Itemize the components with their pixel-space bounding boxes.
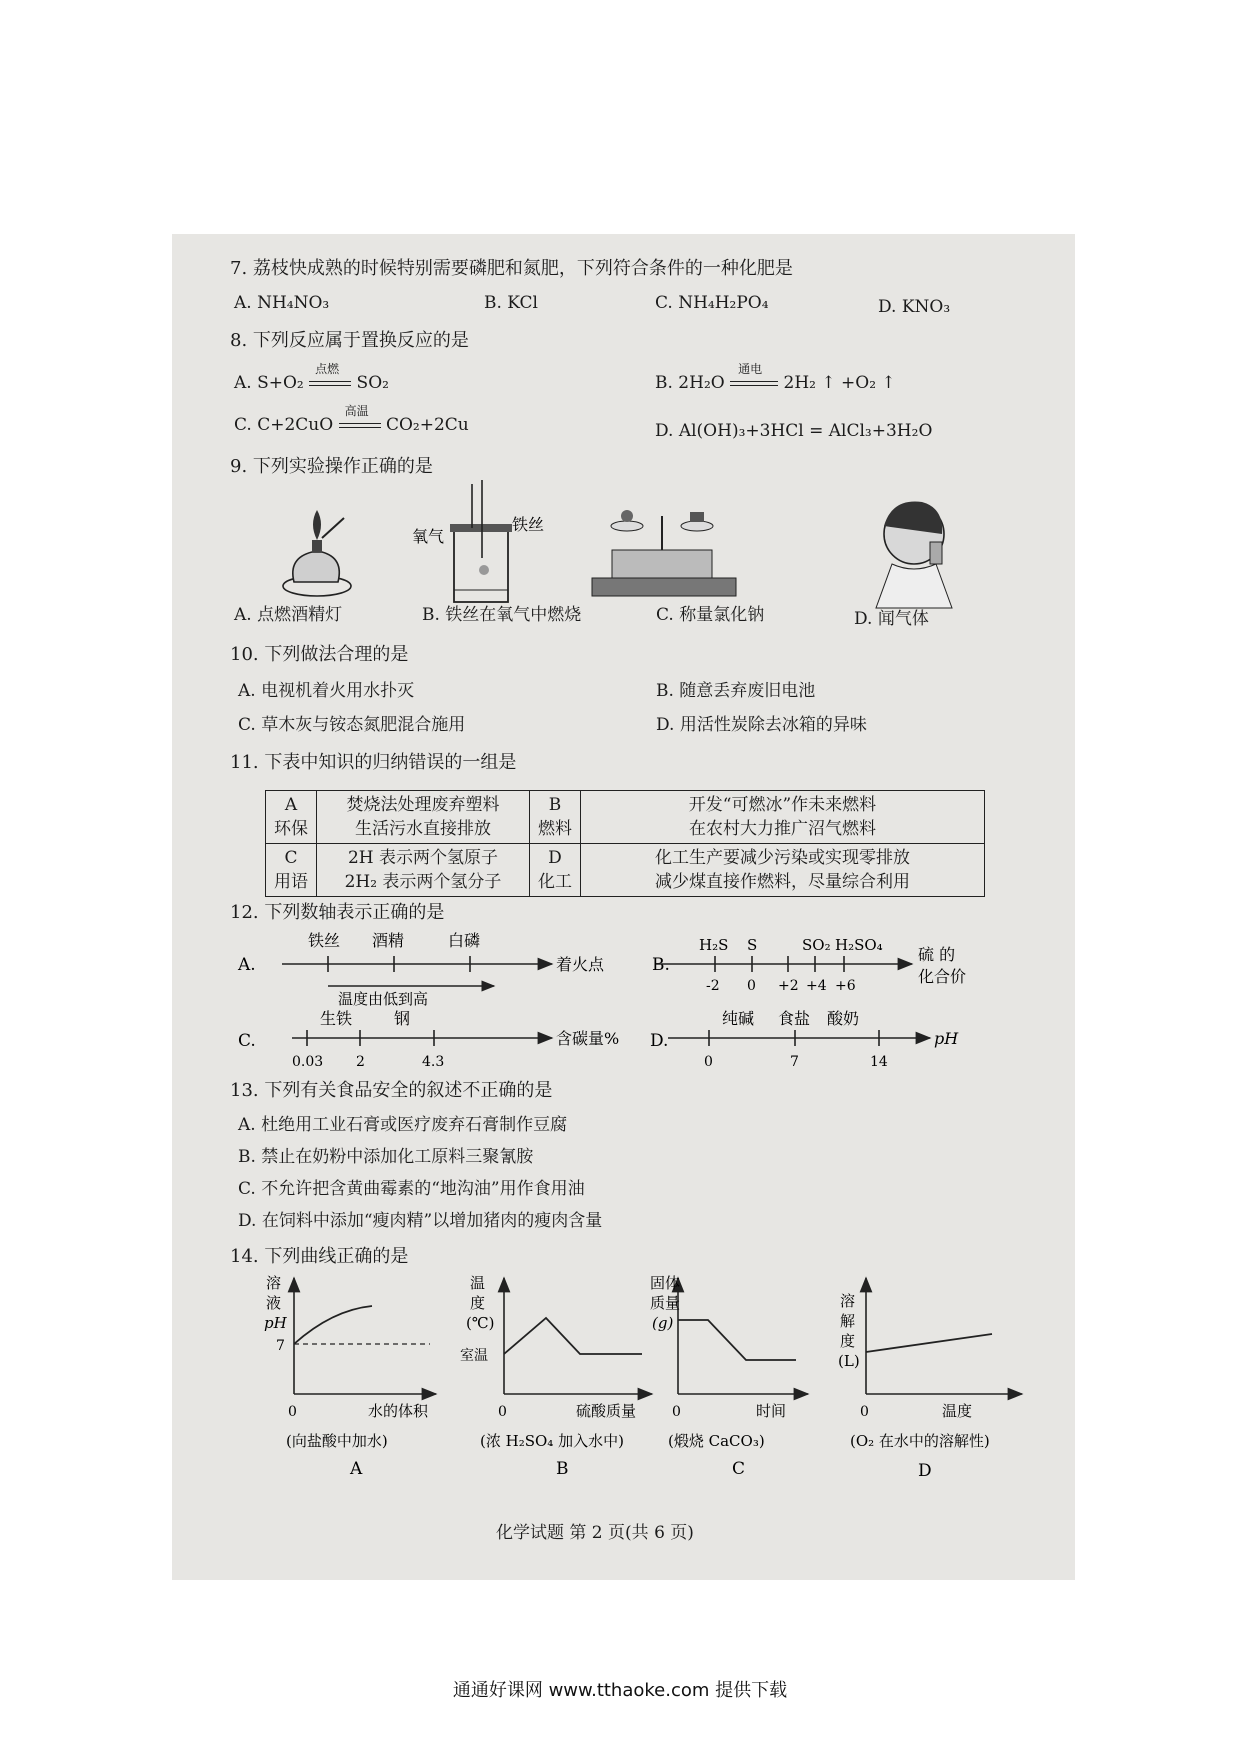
q7-option-d: D. KNO₃: [878, 297, 951, 317]
svg-text:溶: 溶: [840, 1292, 856, 1310]
tick-pos2: +2: [778, 978, 799, 994]
q12-d-letter: D.: [650, 1031, 669, 1051]
cell-b-label: B 燃料: [530, 791, 581, 844]
label-oxygen: 氧气: [412, 527, 445, 546]
tick-0: 0: [747, 978, 756, 994]
q8-option-d: D. Al(OH)₃+3HCl = AlCl₃+3H₂O: [655, 421, 933, 441]
gas-bottle-icon: [450, 480, 512, 602]
q9-option-a: A. 点燃酒精灯: [234, 605, 343, 625]
label-soda: 纯碱: [722, 1009, 755, 1028]
curve-a: [294, 1306, 372, 1344]
svg-text:(g): (g): [652, 1314, 674, 1332]
q13-option-b: B. 禁止在奶粉中添加化工原料三聚氰胺: [238, 1147, 534, 1167]
svg-text:(℃): (℃): [466, 1314, 495, 1332]
q14-graphs: [172, 1270, 1075, 1506]
svg-text:0: 0: [672, 1404, 681, 1420]
curve-d: [866, 1334, 992, 1352]
q7-option-a: A. NH₄NO₃: [234, 293, 330, 313]
svg-text:(O₂ 在水中的溶解性): (O₂ 在水中的溶解性): [850, 1432, 990, 1450]
q14-stem: 14. 下列曲线正确的是: [230, 1246, 409, 1267]
q11-stem: 11. 下表中知识的归纳错误的一组是: [230, 752, 517, 773]
tick-ph-14: 14: [870, 1054, 888, 1070]
svg-text:0: 0: [498, 1404, 507, 1420]
svg-text:温: 温: [470, 1274, 486, 1292]
page-number-label: 化学试题 第 2 页(共 6 页): [496, 1523, 694, 1543]
equation-left: C. C+2CuO: [234, 415, 334, 435]
equation-right: SO₂: [356, 373, 389, 393]
tick-ph-7: 7: [790, 1054, 799, 1070]
axis-sulfur-valence-2: 化合价: [918, 967, 967, 986]
tick-ph-0: 0: [704, 1054, 713, 1070]
label-white-phosphorus: 白磷: [448, 931, 481, 950]
svg-text:(向盐酸中加水): (向盐酸中加水): [286, 1432, 388, 1450]
q12-b-letter: B.: [652, 955, 670, 975]
equation-left: A. S+O₂: [234, 373, 304, 393]
q12-c-letter: C.: [238, 1031, 256, 1051]
q12-a-letter: A.: [238, 955, 256, 975]
svg-text:(浓 H₂SO₄ 加入水中): (浓 H₂SO₄ 加入水中): [480, 1432, 624, 1450]
q10-option-b: B. 随意丢弃废旧电池: [656, 681, 816, 701]
reaction-condition: 点燃: [309, 372, 351, 394]
svg-text:D: D: [918, 1461, 932, 1481]
svg-text:质量: 质量: [650, 1294, 681, 1312]
label-salt: 食盐: [778, 1009, 811, 1028]
q10-option-d: D. 用活性炭除去冰箱的异味: [656, 715, 867, 735]
svg-text:固体: 固体: [650, 1274, 681, 1292]
label-steel: 钢: [394, 1009, 411, 1028]
q7-option-c: C. NH₄H₂PO₄: [655, 293, 769, 313]
svg-text:0: 0: [288, 1404, 297, 1420]
label-yogurt: 酸奶: [827, 1009, 860, 1028]
svg-text:B: B: [556, 1459, 569, 1479]
tick-pos6: +6: [835, 978, 856, 994]
q10-stem: 10. 下列做法合理的是: [230, 644, 409, 665]
tick-4-3: 4.3: [422, 1054, 445, 1070]
knowledge-table: [265, 790, 985, 897]
axis-ph: pH: [934, 1029, 959, 1048]
q9-option-d: D. 闻气体: [854, 609, 929, 629]
graph-a: [264, 1274, 436, 1479]
svg-text:C: C: [732, 1459, 746, 1479]
equation-right: CO₂+2Cu: [385, 415, 469, 435]
alcohol-lamp-icon: [283, 510, 351, 596]
cell-c-content: 2H 表示两个氢原子 2H₂ 表示两个氢分子: [317, 844, 530, 897]
cell-d-label: D 化工: [530, 844, 581, 897]
label-pig-iron: 生铁: [320, 1009, 353, 1028]
graph-b: [460, 1274, 652, 1479]
svg-text:解: 解: [840, 1312, 856, 1330]
svg-text:水的体积: 水的体积: [368, 1402, 429, 1420]
svg-text:溶: 溶: [266, 1274, 282, 1292]
svg-text:(煅烧 CaCO₃): (煅烧 CaCO₃): [668, 1432, 765, 1450]
svg-text:pH: pH: [264, 1314, 287, 1332]
cell-b-content: 开发“可燃冰”作未来燃料 在农村大力推广沼气燃料: [581, 791, 985, 844]
q9-figures: [172, 478, 1075, 610]
q9-option-c: C. 称量氯化钠: [656, 605, 765, 625]
tick-neg2: -2: [706, 978, 720, 994]
tick-2: 2: [356, 1054, 365, 1070]
svg-text:温度: 温度: [942, 1402, 973, 1420]
reaction-condition: 高温: [339, 414, 381, 436]
person-smelling-icon: [876, 502, 952, 609]
q13-option-c: C. 不允许把含黄曲霉素的“地沟油”用作食用油: [238, 1179, 585, 1199]
q9-option-b: B. 铁丝在氧气中燃烧: [422, 605, 582, 625]
q8-option-b: [655, 362, 896, 394]
q7-option-b: B. KCl: [484, 293, 538, 313]
cell-c-label: C 用语: [266, 844, 317, 897]
q10-option-c: C. 草木灰与铵态氮肥混合施用: [238, 715, 466, 735]
q13-option-a: A. 杜绝用工业石膏或医疗废弃石膏制作豆腐: [238, 1115, 568, 1135]
cell-d-content: 化工生产要减少污染或实现零排放 减少煤直接作燃料，尽量综合利用: [581, 844, 985, 897]
label-iron-wire: 铁丝: [512, 515, 545, 534]
svg-text:硫酸质量: 硫酸质量: [576, 1402, 637, 1420]
equation-right: 2H₂ ↑ +O₂ ↑: [783, 373, 896, 393]
q8-option-a: [234, 362, 389, 394]
svg-text:度: 度: [840, 1332, 856, 1350]
tick-0-03: 0.03: [292, 1054, 324, 1070]
q12-number-lines: [172, 924, 1075, 1074]
q8-stem: 8. 下列反应属于置换反应的是: [230, 330, 469, 351]
q13-option-d: D. 在饲料中添加“瘦肉精”以增加猪肉的瘦肉含量: [238, 1211, 603, 1231]
label-h2so4: H₂SO₄: [835, 936, 883, 954]
label-s: S: [747, 936, 758, 954]
graph-d: [838, 1278, 1022, 1481]
footer-watermark: 通通好课网 www.tthaoke.com 提供下载: [452, 1680, 788, 1701]
label-alcohol: 酒精: [372, 931, 405, 950]
cell-a-content: 焚烧法处理废弃塑料 生活污水直接排放: [317, 791, 530, 844]
svg-text:度: 度: [470, 1294, 486, 1312]
svg-text:时间: 时间: [756, 1402, 787, 1420]
svg-text:A: A: [350, 1459, 363, 1479]
label-so2: SO₂: [802, 936, 831, 954]
axis-sulfur-valence-1: 硫 的: [918, 945, 956, 964]
q7-stem: 7. 荔枝快成熟的时候特别需要磷肥和氮肥，下列符合条件的一种化肥是: [230, 258, 793, 279]
q12-stem: 12. 下列数轴表示正确的是: [230, 902, 445, 923]
svg-text:(L): (L): [838, 1352, 860, 1370]
svg-text:液: 液: [266, 1294, 282, 1312]
equation-left: B. 2H₂O: [655, 373, 725, 393]
graph-c: [650, 1274, 808, 1479]
curve-b: [504, 1318, 642, 1354]
label-iron: 铁丝: [308, 931, 341, 950]
q10-option-a: A. 电视机着火用水扑灭: [238, 681, 415, 701]
tick-pos4: +4: [806, 978, 827, 994]
axis-carbon-content: 含碳量%: [556, 1029, 620, 1048]
q8-option-c: [234, 404, 469, 436]
svg-text:0: 0: [860, 1404, 869, 1420]
label-h2s: H₂S: [699, 936, 729, 954]
svg-text:7: 7: [276, 1338, 285, 1354]
cell-a-label: A 环保: [266, 791, 317, 844]
curve-c: [678, 1320, 796, 1360]
temp-low-to-high: 温度由低到高: [338, 990, 429, 1008]
axis-ignition-point: 着火点: [556, 955, 605, 974]
balance-icon: [592, 510, 736, 596]
scanned-page: [172, 234, 1075, 1580]
q9-stem: 9. 下列实验操作正确的是: [230, 456, 433, 477]
svg-text:室温: 室温: [460, 1348, 488, 1364]
q13-stem: 13. 下列有关食品安全的叙述不正确的是: [230, 1080, 553, 1101]
reaction-condition: 通电: [730, 372, 778, 394]
